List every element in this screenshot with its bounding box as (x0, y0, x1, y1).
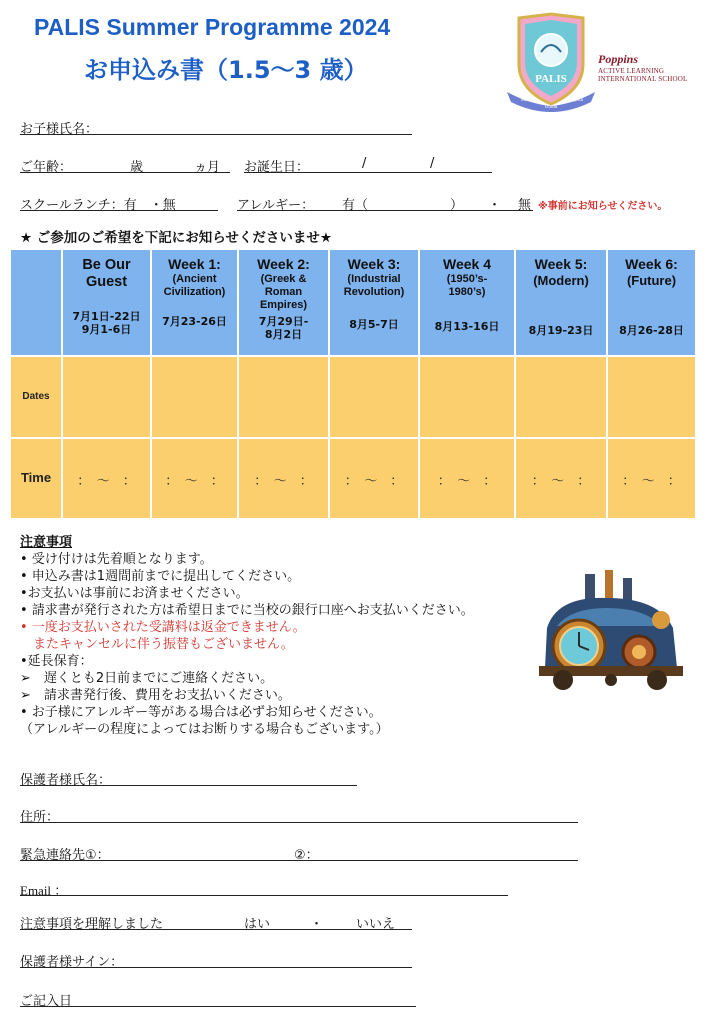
column-theme: (Ancient Civilization) (163, 273, 226, 298)
crest-ribbon-2: Gratia (545, 104, 558, 109)
emergency-contact-label: 緊急連絡先①： (20, 848, 110, 863)
allergy-note-detail: （アレルギーの程度によってはお断りする場合もございます。） (20, 722, 389, 737)
column-be-our-guest (63, 250, 150, 355)
column-title: Week 4 (443, 256, 491, 272)
age-label: ご年齢： (20, 160, 73, 175)
time-row-label-cell (11, 439, 61, 518)
time-cell-week-6[interactable] (608, 439, 695, 518)
crest-ribbon-1: Mentis (521, 97, 535, 102)
cancel-notice: またキャンセルに伴う振替もございません。 (20, 637, 294, 652)
age-years-label: 歳 (130, 160, 144, 175)
notes-title: 注意事項 (20, 535, 73, 550)
time-cell-week-4[interactable] (420, 439, 514, 518)
time-cell-week-3[interactable] (330, 439, 418, 518)
column-title: Week 2: (257, 256, 310, 272)
time-cell-be-our-guest[interactable] (63, 439, 150, 518)
column-dates: 7月1日-22日 9月1-6日 (72, 310, 141, 336)
allergy-yes-option[interactable]: 有（ (342, 198, 369, 213)
allergy-label: アレルギー： (237, 198, 315, 213)
title-english: PALIS Summer Programme 2024 (34, 14, 391, 40)
column-title: Week 1: (168, 256, 221, 272)
dates-cell-week-3[interactable] (330, 357, 418, 437)
column-dates: 8月13-16日 (434, 320, 500, 333)
time-cell-week-1[interactable] (152, 439, 237, 518)
signature-label: 保護者様サイン： (20, 955, 124, 970)
email-label: Email ： (20, 883, 68, 898)
column-title: Week 6: (625, 256, 678, 272)
child-name-field[interactable] (20, 134, 412, 135)
crest-ribbon-3: Dignita (569, 97, 584, 102)
birthday-field[interactable] (244, 172, 492, 173)
extended-care-item: ➢ 請求書発行後、費用をお支払いください。 (20, 688, 291, 703)
column-title: Week 3: (347, 256, 401, 272)
date-label: ご記入日 (20, 994, 73, 1009)
palis-crest-logo (505, 12, 597, 112)
allergy-close-paren: ） (450, 198, 464, 213)
note-item: •お支払いは事前にお済ませください。 (20, 586, 249, 601)
time-range: ： 〜 ： (531, 474, 591, 489)
column-week-4 (420, 250, 514, 355)
dates-row-label: Dates (22, 391, 50, 402)
time-range: ： 〜 ： (165, 474, 224, 489)
column-theme: (Modern) (533, 273, 589, 288)
time-range: ： 〜 ： (254, 474, 313, 489)
address-label: 住所： (20, 810, 60, 825)
time-range: ： 〜 ： (344, 474, 404, 489)
birthday-slash-2: / (430, 156, 435, 171)
guardian-name-field[interactable] (20, 785, 357, 786)
time-range: ： 〜 ： (437, 474, 497, 489)
column-week-2 (239, 250, 328, 355)
column-week-1 (152, 250, 237, 355)
column-dates: 8月19-23日 (528, 324, 594, 337)
header-corner-cell (11, 250, 61, 355)
address-field[interactable] (20, 822, 578, 823)
dates-cell-week-2[interactable] (239, 357, 328, 437)
understood-separator: ・ (310, 917, 324, 932)
school-lunch-option[interactable]: スクールランチ：有 ・無 (20, 198, 176, 213)
schedule-heading: ★ ご参加のご希望を下記にお知らせくださいませ★ (20, 230, 332, 246)
age-months-label: ヵ月 (194, 160, 221, 175)
extended-care-item: ➢ 遅くとも2日前までにご連絡ください。 (20, 671, 274, 686)
column-dates: 7月23-26日 (162, 315, 227, 328)
time-row-label: Time (20, 470, 52, 485)
column-title: Week 5: (534, 256, 588, 272)
logo-tagline-1: ACTIVE LEARNING (598, 67, 665, 75)
note-item: • 申込み書は1週間前までに提出してください。 (20, 569, 301, 584)
understood-underline (20, 929, 412, 930)
column-dates: 8月5-7日 (349, 318, 399, 331)
child-name-label: お子様氏名： (20, 122, 99, 137)
date-field[interactable] (20, 1006, 416, 1007)
schedule-table (11, 250, 695, 518)
guardian-name-label: 保護者様氏名： (20, 773, 112, 788)
understood-label: 注意事項を理解しました (20, 917, 164, 932)
allergy-notice: ※事前にお知らせください。 (538, 201, 668, 212)
birthday-label: お誕生日： (244, 160, 310, 175)
email-field[interactable] (20, 895, 508, 896)
understood-no-option[interactable]: いいえ (356, 917, 396, 932)
refund-notice: • 一度お支払いされた受講料は返金できません。 (20, 620, 306, 635)
time-cell-week-2[interactable] (239, 439, 328, 518)
column-week-5 (516, 250, 606, 355)
emergency-contact-2-label: ②： (294, 848, 319, 863)
extended-care-title: •延長保育： (20, 654, 93, 669)
title-japanese: お申込み書（1.5〜3 歳） (84, 56, 368, 84)
column-title: Be Our Guest (82, 257, 131, 290)
birthday-slash-1: / (362, 156, 367, 171)
column-week-3 (330, 250, 418, 355)
time-cell-week-5[interactable] (516, 439, 606, 518)
column-theme: (Greek & Roman Empires) (259, 273, 308, 311)
time-range: ： 〜 ： (622, 474, 681, 489)
logo-name: Poppins (598, 52, 639, 66)
column-theme: (1950’s-1980’s) (446, 273, 488, 298)
age-field[interactable] (20, 172, 230, 173)
dates-cell-week-6[interactable] (608, 357, 695, 437)
understood-yes-option[interactable]: はい (244, 917, 271, 932)
steampunk-machine-illustration (527, 568, 692, 693)
time-range: ： 〜 ： (77, 474, 136, 489)
dates-cell-week-1[interactable] (152, 357, 237, 437)
school-lunch-underline (20, 210, 218, 211)
emergency-contact-field[interactable] (20, 860, 578, 861)
allergy-separator: ・ (488, 198, 502, 213)
column-week-6 (608, 250, 695, 355)
dates-row-label-cell (11, 357, 61, 437)
notes-section (20, 534, 474, 738)
signature-field[interactable] (20, 967, 412, 968)
column-theme: (Future) (626, 273, 677, 288)
column-theme: (Industrial Revolution) (343, 273, 405, 298)
crest-text: PALIS (535, 73, 567, 85)
note-item: • 請求書が発行された方は希望日までに当校の銀行口座へお支払いください。 (20, 603, 474, 618)
dates-cell-be-our-guest[interactable] (63, 357, 150, 437)
dates-cell-week-4[interactable] (420, 357, 514, 437)
allergy-no-option[interactable]: 無 (518, 198, 532, 213)
column-dates: 8月26-28日 (619, 324, 684, 337)
poppins-logo (598, 52, 687, 83)
logo-tagline-2: INTERNATIONAL SCHOOL (598, 75, 688, 83)
allergy-field[interactable] (237, 210, 533, 211)
allergy-note: • お子様にアレルギー等がある場合は必ずお知らせください。 (20, 705, 382, 720)
dates-cell-week-5[interactable] (516, 357, 606, 437)
note-item: • 受け付けは先着順となります。 (20, 552, 213, 567)
column-dates: 7月29日- 8月2日 (258, 315, 309, 341)
